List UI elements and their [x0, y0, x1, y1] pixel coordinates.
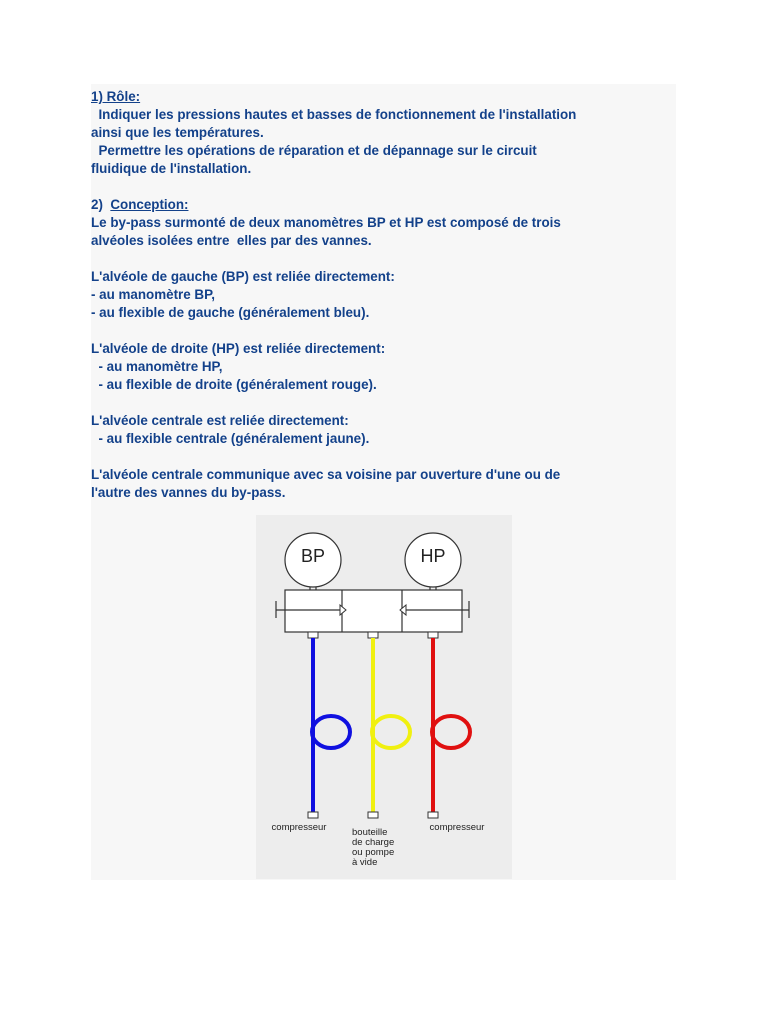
text-line: - au manomètre BP, [91, 287, 216, 302]
center-port [368, 632, 378, 638]
text-line: ainsi que les températures. [91, 125, 264, 140]
bp-gauge-label: BP [300, 546, 326, 566]
label-compresseur-left: compresseur [271, 822, 327, 833]
text-line: L'alvéole centrale est reliée directement: [91, 413, 349, 428]
text-line: Permettre les opérations de réparation et de dépannage sur le circuit [91, 143, 537, 158]
right-fitting [428, 812, 438, 818]
heading-conception: Conception: [110, 197, 189, 212]
label-center-line: à vide [352, 857, 378, 868]
label-center-line: de charge [352, 837, 395, 848]
heading-number: 2) [91, 197, 111, 212]
label-center-line: bouteille [352, 827, 388, 838]
text-line: l'autre des vannes du by-pass. [91, 485, 286, 500]
text-line: alvéoles isolées entre elles par des vannes. [91, 233, 372, 248]
label-compresseur-right: compresseur [429, 822, 485, 833]
hp-gauge-label: HP [420, 546, 446, 566]
text-line: fluidique de l'installation. [91, 161, 252, 176]
label-center-line: ou pompe [352, 847, 395, 858]
hose-left-loop [312, 716, 350, 748]
text-line: - au flexible de droite (généralement rouge). [91, 377, 377, 392]
text-line: Indiquer les pressions hautes et basses de fonctionnement de l'installation [91, 107, 577, 122]
hose-center-loop [372, 716, 410, 748]
text-line: L'alvéole de droite (HP) est reliée directement: [91, 341, 386, 356]
heading-role: 1) Rôle: [91, 89, 141, 104]
center-fitting [368, 812, 378, 818]
text-line: - au flexible centrale (généralement jaune). [91, 431, 370, 446]
text-line: L'alvéole de gauche (BP) est reliée directement: [91, 269, 395, 284]
section-heading-role [91, 88, 676, 106]
left-fitting [308, 812, 318, 818]
hose-right-loop [432, 716, 470, 748]
document-text [91, 88, 676, 502]
manifold-body [285, 590, 462, 632]
text-line: - au manomètre HP, [91, 359, 223, 374]
manifold-diagram [256, 515, 512, 879]
text-line: - au flexible de gauche (généralement bleu). [91, 305, 370, 320]
right-port [428, 632, 438, 638]
text-line: L'alvéole centrale communique avec sa voisine par ouverture d'une ou de [91, 467, 561, 482]
text-line: Le by-pass surmonté de deux manomètres BP et HP est composé de trois [91, 215, 561, 230]
section-heading-conception [91, 196, 676, 214]
manifold-diagram-svg [256, 515, 512, 879]
left-port [308, 632, 318, 638]
